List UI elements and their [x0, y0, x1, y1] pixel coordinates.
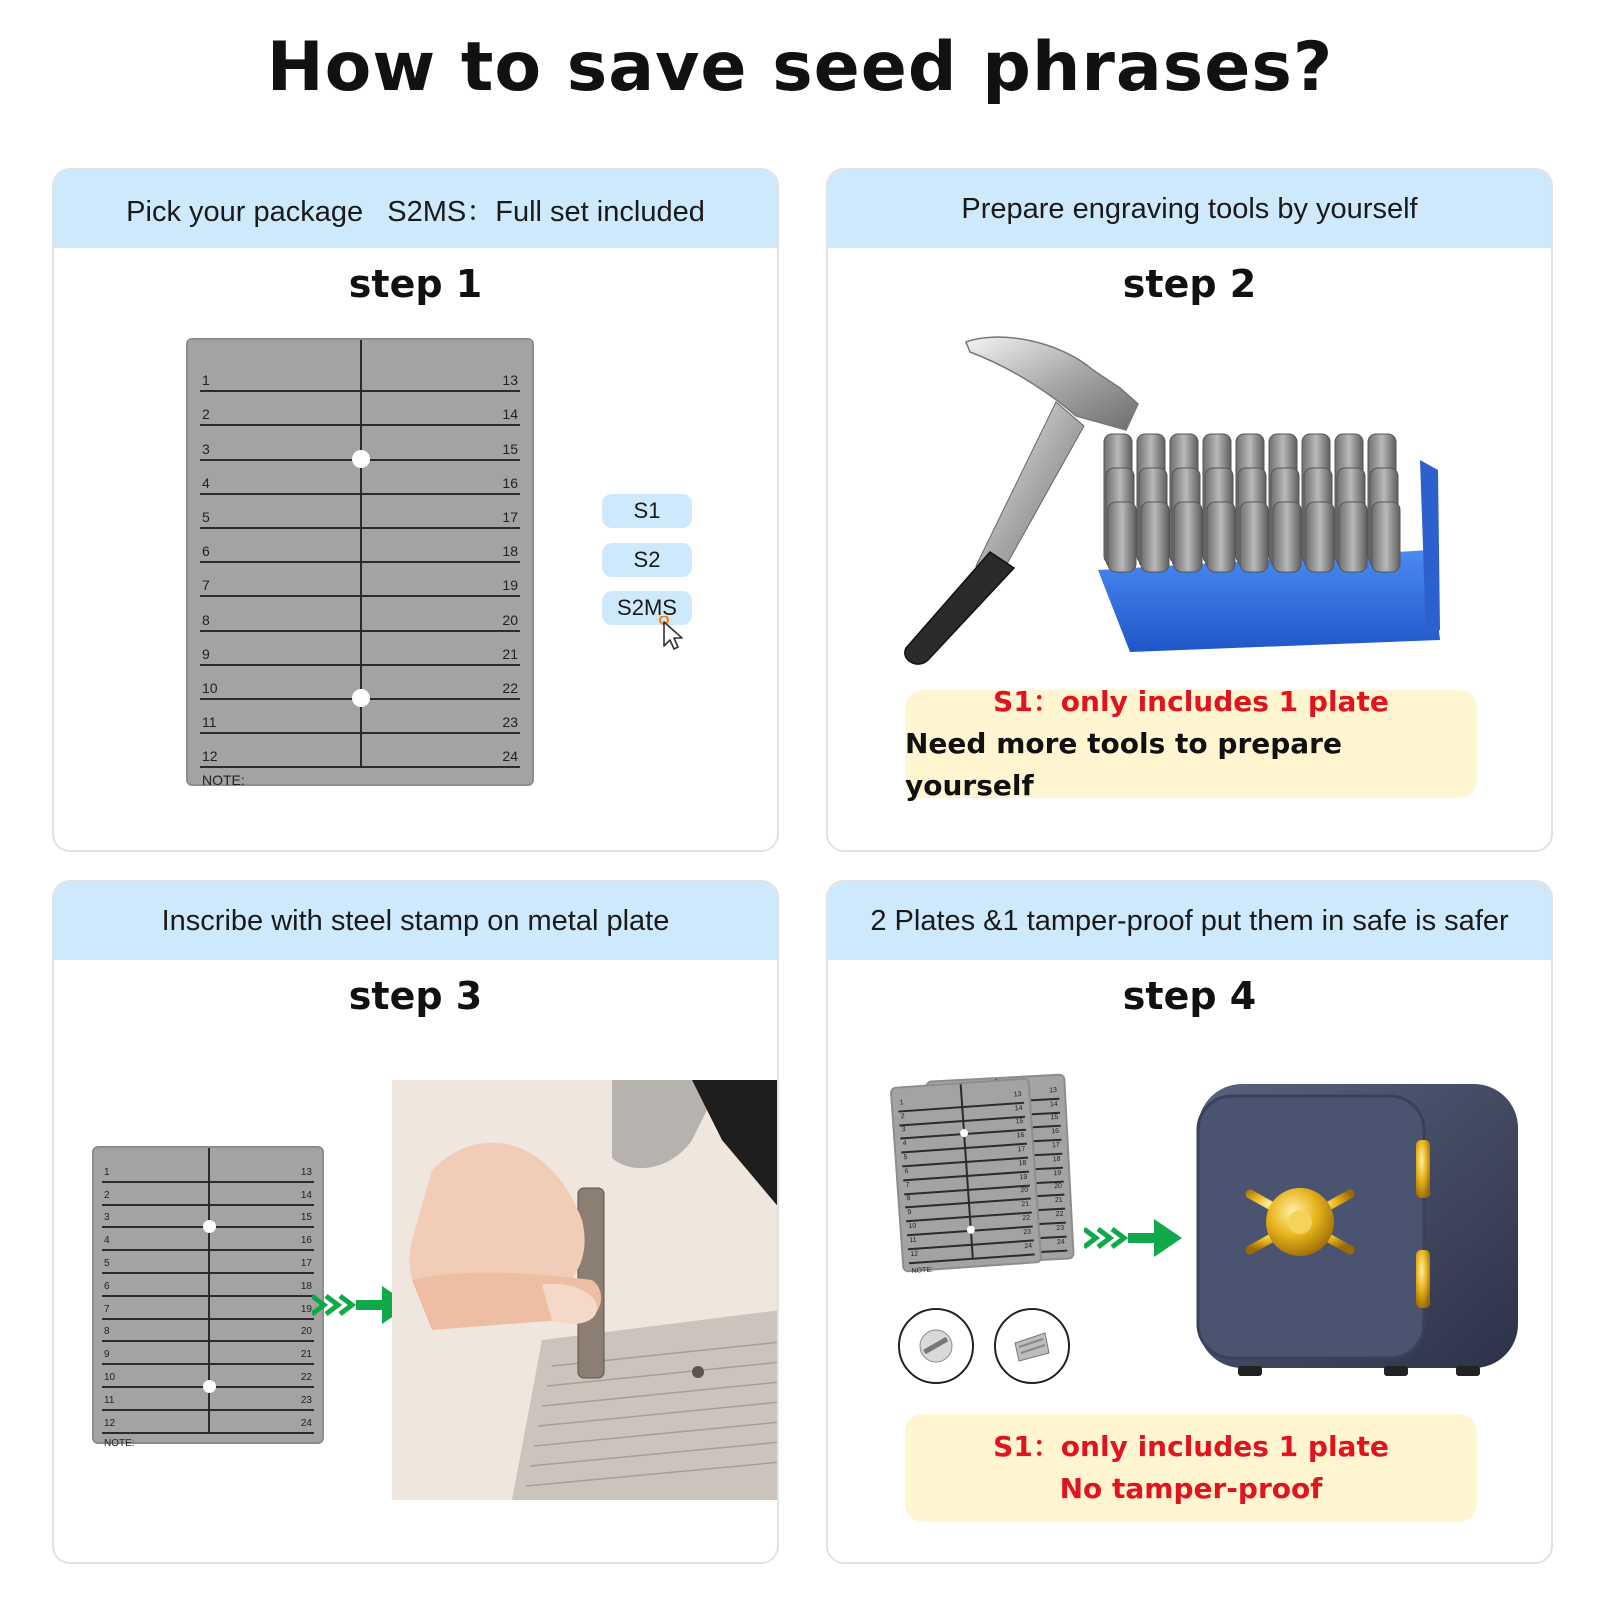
plate-row-number: 7 — [905, 1181, 910, 1189]
plate-row-number: 10 — [104, 1372, 116, 1383]
plate-row-number: 22 — [502, 680, 518, 696]
cursor-icon — [658, 616, 688, 652]
plate-row-number: 18 — [1052, 1155, 1061, 1164]
steel-stamp-pin — [1339, 502, 1367, 572]
plate-row-number: 21 — [1054, 1196, 1063, 1205]
step-2-header — [828, 170, 1551, 248]
plate-row-number: 6 — [904, 1167, 909, 1176]
plate-row-number: 20 — [300, 1326, 312, 1338]
plate-mount-hole — [352, 689, 370, 707]
plate-row-number: 14 — [1049, 1100, 1058, 1108]
plate-row-number: 16 — [502, 474, 518, 491]
plate-row-number: 1 — [202, 372, 210, 389]
step-4-title: step 4 — [1122, 974, 1257, 1018]
plate-row-number: 7 — [202, 577, 210, 594]
plate-row-number: 21 — [300, 1349, 312, 1361]
plate-row-number: 23 — [1023, 1228, 1032, 1236]
plate-row-number: 10 — [908, 1222, 917, 1231]
plate-row-number: 21 — [1021, 1200, 1030, 1209]
package-option-label: S1 — [633, 498, 661, 523]
plate-mount-hole — [352, 450, 370, 468]
plate-note-label: NOTE: — [911, 1266, 934, 1275]
plate-row-line — [200, 630, 520, 632]
seed-plate — [186, 338, 534, 789]
plate-row-number: 13 — [1013, 1090, 1022, 1099]
steel-stamp-set-icon — [1090, 430, 1450, 660]
plate-row-number: 4 — [902, 1140, 907, 1148]
page-title: How to save seed phrases? — [266, 28, 1334, 107]
package-option-label: S2 — [633, 547, 661, 572]
plate-row-number: 1 — [899, 1098, 904, 1107]
plate-row-number: 5 — [104, 1258, 110, 1269]
plate-row-number: 20 — [502, 611, 518, 628]
plate-row-number: 8 — [906, 1195, 911, 1203]
plate-row-line — [102, 1340, 314, 1342]
plate-row-line — [102, 1249, 314, 1251]
plate-row-number: 17 — [1051, 1141, 1060, 1150]
plate-row-number: 19 — [502, 577, 518, 594]
plate-row-number: 14 — [300, 1189, 312, 1201]
step-1-title: step 1 — [348, 262, 483, 306]
steel-stamp-pin — [1207, 502, 1235, 572]
step-2-header-text: Prepare engraving tools by yourself — [961, 192, 1418, 225]
tamper-seal-icon — [994, 1308, 1070, 1384]
plate-row-number: 2 — [104, 1189, 110, 1201]
step-4-header — [828, 882, 1551, 960]
seed-plate-front — [890, 1077, 1043, 1275]
plate-row-number: 11 — [104, 1394, 115, 1406]
plate-row-line — [102, 1409, 314, 1411]
plate-row-number: 24 — [502, 748, 518, 765]
plate-row-number: 9 — [104, 1349, 110, 1361]
step-2-warning-line-2: Need more tools to prepare yourself — [905, 727, 1342, 802]
step-4-warning-callout — [905, 1414, 1477, 1522]
step-4-card — [826, 880, 1553, 1564]
step-1-card — [52, 168, 779, 852]
plate-row-number: 6 — [104, 1280, 110, 1292]
plate-row-number: 23 — [1056, 1224, 1065, 1232]
step-2-warning-callout — [905, 685, 1477, 802]
step-3-header-text: Inscribe with steel stamp on metal plate — [161, 904, 670, 937]
stamping-photo — [392, 1080, 779, 1500]
package-option-label: S2MS — [617, 595, 677, 620]
step-4-header-text: 2 Plates &1 tamper-proof put them in safe is safer — [870, 904, 1509, 937]
plate-row-number: 16 — [1051, 1128, 1060, 1136]
step-1-header — [54, 170, 777, 248]
plate-row-number: 24 — [1024, 1242, 1033, 1250]
step-3-header — [54, 882, 777, 960]
plate-row-number: 14 — [1014, 1104, 1023, 1113]
plate-row-number: 13 — [1048, 1086, 1058, 1095]
plate-row-number: 18 — [1018, 1159, 1027, 1168]
plate-row-line — [102, 1295, 314, 1297]
plate-row-number: 2 — [900, 1112, 905, 1120]
plate-row-line — [200, 527, 520, 529]
plate-row-number: 8 — [202, 611, 210, 628]
plate-row-number: 15 — [1015, 1118, 1024, 1126]
package-option-s2[interactable] — [602, 543, 692, 577]
step-4-warning-line-1: S1：only includes 1 plate — [993, 1430, 1389, 1463]
steel-stamp-pin — [1174, 502, 1202, 572]
plate-mount-hole — [967, 1226, 976, 1235]
plate-row-line — [200, 424, 520, 426]
plate-note-label: NOTE: — [104, 1437, 135, 1449]
plate-row-number: 3 — [104, 1212, 110, 1224]
plate-row-number: 14 — [502, 406, 518, 423]
plate-row-number: 5 — [202, 509, 210, 525]
safe-icon — [1188, 1080, 1524, 1390]
plate-row-line — [200, 766, 520, 768]
plate-row-number: 22 — [300, 1372, 312, 1383]
plate-row-number: 15 — [502, 440, 518, 457]
steel-stamp-pin — [1372, 502, 1400, 572]
plate-row-number: 19 — [1019, 1173, 1028, 1181]
step-4-warning-line-2: No tamper-proof — [1059, 1472, 1323, 1505]
plate-row-number: 24 — [1056, 1238, 1066, 1246]
plate-row-number: 13 — [502, 372, 518, 389]
plate-row-number: 17 — [300, 1258, 312, 1269]
plate-row-number: 6 — [202, 543, 210, 560]
plate-row-number: 12 — [202, 748, 218, 765]
plate-row-line — [200, 664, 520, 666]
plate-row-number: 1 — [104, 1166, 110, 1178]
plate-row-number: 17 — [502, 509, 518, 525]
plate-row-number: 12 — [910, 1250, 919, 1258]
plate-row-number: 18 — [502, 543, 518, 560]
screw-icon — [898, 1308, 974, 1384]
plate-row-number: 3 — [202, 440, 210, 457]
steel-stamp-pin — [1141, 502, 1169, 572]
plate-row-number: 16 — [1016, 1132, 1025, 1140]
step-3-title: step 3 — [348, 974, 483, 1018]
plate-row-number: 9 — [202, 645, 210, 662]
plate-row-number: 19 — [300, 1303, 312, 1315]
plate-row-line — [102, 1363, 314, 1365]
plate-row-number: 20 — [1053, 1183, 1063, 1191]
plate-row-number: 5 — [903, 1154, 908, 1162]
plate-mount-hole — [203, 1220, 216, 1233]
plate-row-line — [200, 561, 520, 563]
plate-row-number: 2 — [202, 406, 210, 423]
step-3-card — [52, 880, 779, 1564]
plate-note-label: NOTE: — [202, 772, 245, 789]
package-option-s1[interactable] — [602, 494, 692, 528]
plate-row-number: 20 — [1020, 1187, 1029, 1195]
plate-row-line — [102, 1204, 314, 1206]
plate-mount-hole — [960, 1129, 969, 1138]
plate-row-number: 11 — [909, 1236, 917, 1244]
steel-stamp-pin — [1273, 502, 1301, 572]
seed-plate — [92, 1146, 324, 1449]
plate-row-number: 4 — [104, 1235, 110, 1247]
steel-stamp-pin — [1108, 502, 1136, 572]
plate-row-number: 11 — [202, 714, 217, 731]
plate-row-number: 18 — [300, 1280, 312, 1292]
arrow-right-icon — [1084, 1215, 1184, 1261]
plate-row-line — [200, 390, 520, 392]
plate-row-line — [102, 1432, 314, 1434]
step-2-title: step 2 — [1122, 262, 1257, 306]
plate-row-number: 23 — [300, 1394, 312, 1406]
plate-row-line — [102, 1272, 314, 1274]
plate-row-line — [200, 732, 520, 734]
steel-stamp-pin — [1306, 502, 1334, 572]
plate-row-number: 22 — [1055, 1210, 1064, 1219]
step-2-card — [826, 168, 1553, 852]
plate-row-number: 22 — [1022, 1214, 1031, 1223]
plate-row-number: 15 — [300, 1212, 312, 1224]
plate-row-number: 15 — [1050, 1114, 1059, 1122]
plate-row-number: 23 — [502, 714, 518, 731]
plate-row-number: 19 — [1053, 1169, 1062, 1177]
plate-row-line — [102, 1181, 314, 1183]
plate-row-line — [102, 1318, 314, 1320]
plate-row-number: 10 — [202, 680, 218, 696]
plate-row-number: 4 — [202, 474, 210, 491]
plate-row-number: 12 — [104, 1417, 116, 1429]
plate-row-line — [200, 595, 520, 597]
step-2-warning-line-1: S1：only includes 1 plate — [993, 685, 1389, 718]
plate-row-number: 7 — [104, 1303, 110, 1315]
plate-row-number: 13 — [300, 1166, 312, 1178]
plate-row-number: 17 — [1017, 1145, 1026, 1154]
plate-row-line — [200, 493, 520, 495]
plate-row-number: 9 — [907, 1209, 912, 1217]
plate-row-number: 16 — [300, 1235, 312, 1247]
steel-stamp-pin — [1240, 502, 1268, 572]
plate-row-number: 24 — [300, 1417, 312, 1429]
plate-mount-hole — [203, 1380, 216, 1393]
plate-row-number: 21 — [502, 645, 518, 662]
step-1-header-text: Pick your package S2MS：Full set included — [126, 195, 705, 228]
plate-row-number: 3 — [901, 1126, 906, 1134]
plate-row-number: 8 — [104, 1326, 110, 1338]
